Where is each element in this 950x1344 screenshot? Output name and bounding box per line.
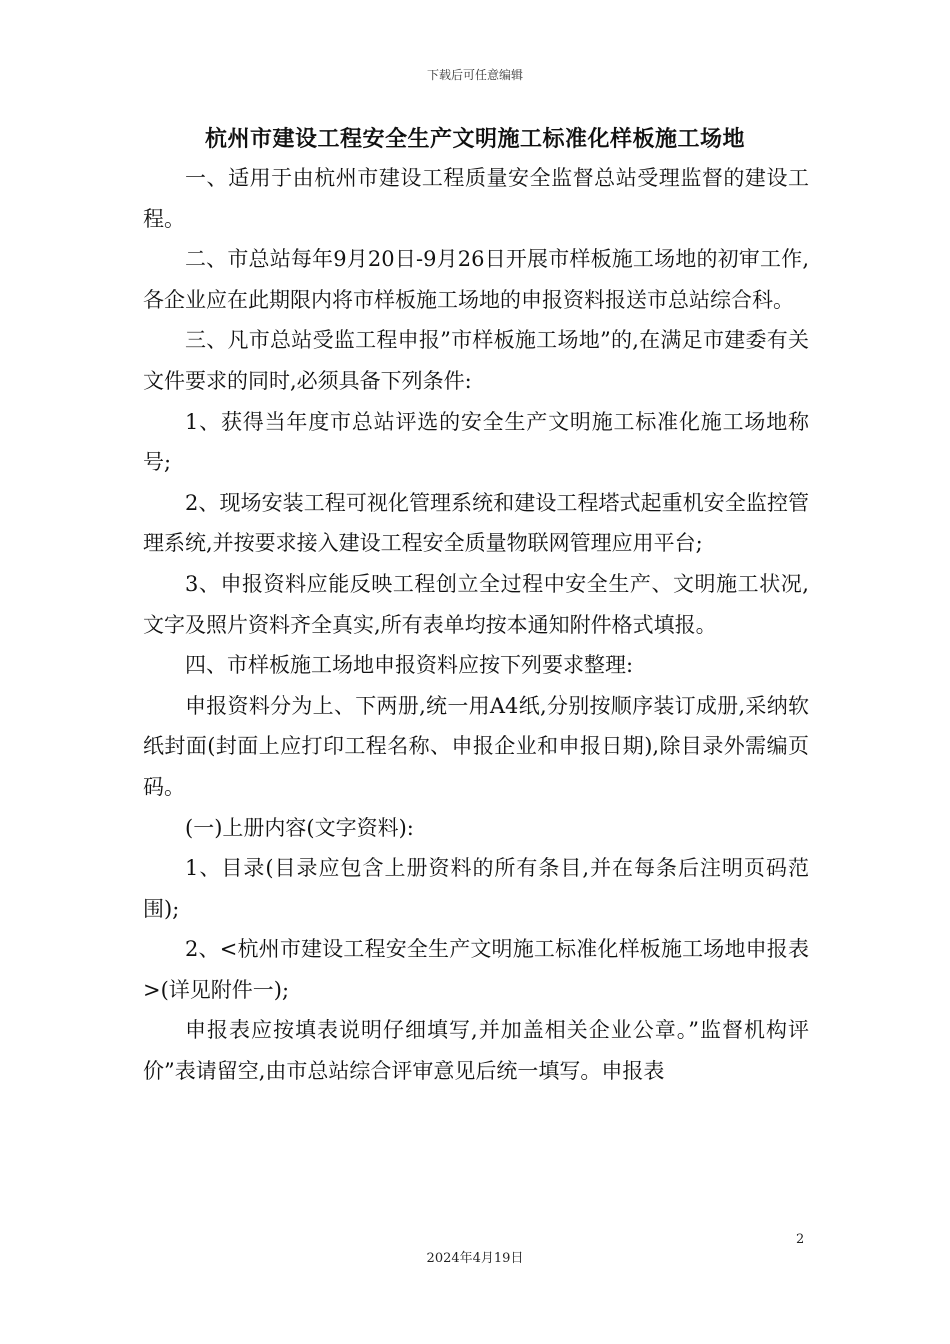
paragraph-materials-format: 申报资料分为上、下两册,统一用A4纸,分别按顺序装订成册,采纳软纸封面(封面上应打印工程名称、申报企业和申报日期),除目录外需编页码。 [143, 693, 809, 799]
paragraph-schedule: 二、市总站每年9月20日-9月26日开展市样板施工场地的初审工作,各企业应在此期限内将市样板施工场地的申报资料报送市总站综合科。 [143, 247, 809, 312]
paragraph-conditions-intro: 三、凡市总站受监工程申报”市样板施工场地”的,在满足市建委有关文件要求的同时,必须具备下列条件: [143, 328, 809, 393]
paragraph-application-form-note: 申报表应按填表说明仔细填写,并加盖相关企业公章。”监督机构评价”表请留空,由市总站综合评审意见后统一填写。申报表 [143, 1018, 809, 1084]
paragraph-volume-1-item-2: 2、<杭州市建设工程安全生产文明施工标准化样板施工场地申报表>(详见附件一); [143, 937, 809, 1002]
page-number: 2 [796, 1232, 805, 1247]
document-title: 杭州市建设工程安全生产文明施工标准化样板施工场地 [204, 126, 745, 152]
document-body [143, 158, 809, 1092]
page-header: 下载后可任意编辑 [426, 68, 523, 82]
paragraph-volume-1-item-1: 1、目录(目录应包含上册资料的所有条目,并在每条后注明页码范围); [143, 856, 809, 921]
paragraph-materials-intro: 四、市样板施工场地申报资料应按下列要求整理: [185, 653, 634, 678]
page-footer-date: 2024年4月19日 [426, 1251, 524, 1266]
paragraph-scope: 一、适用于由杭州市建设工程质量安全监督总站受理监督的建设工程。 [143, 166, 809, 231]
paragraph-condition-3: 3、申报资料应能反映工程创立全过程中安全生产、文明施工状况,文字及照片资料齐全真实,所有表单均按本通知附件格式填报。 [143, 571, 809, 637]
paragraph-condition-1: 1、获得当年度市总站评选的安全生产文明施工标准化施工场地称号; [143, 409, 809, 475]
paragraph-volume-1-heading: (一)上册内容(文字资料): [185, 815, 414, 840]
paragraph-condition-2: 2、现场安装工程可视化管理系统和建设工程塔式起重机安全监控管理系统,并按要求接入建设工程安全质量物联网管理应用平台; [143, 490, 809, 556]
